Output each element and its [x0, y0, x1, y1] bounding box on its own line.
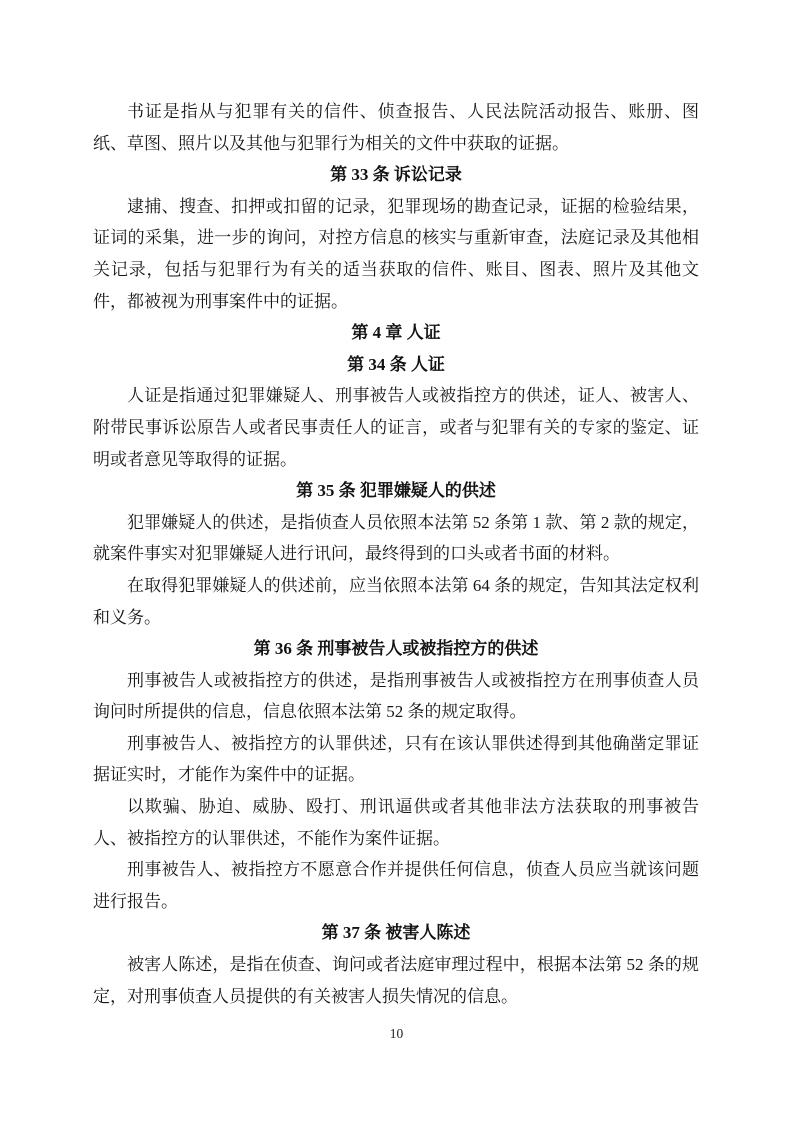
paragraph-victim-statement-definition: 被害人陈述，是指在侦查、询问或者法庭审理过程中，根据本法第 52 条的规定，对刑事侦查人员提供的有关被害人损失情况的信息。 — [93, 955, 699, 1006]
paragraph-documentary-evidence: 书证是指从与犯罪有关的信件、侦查报告、人民法院活动报告、账册、图纸、草图、照片以及其他与犯罪行为相关的文件中获取的证据。 — [93, 102, 699, 153]
article-33-heading: 第 33 条 诉讼记录 — [330, 165, 462, 185]
paragraph-defendant-statement-definition: 刑事被告人或被指控方的供述，是指刑事被告人或被指控方在刑事侦查人员询问时所提供的信息，信息依照本法第 52 条的规定取得。 — [93, 670, 699, 722]
article-37-heading: 第 37 条 被害人陈述 — [321, 923, 471, 943]
paragraph-testimonial-evidence: 人证是指通过犯罪嫌疑人、刑事被告人或被指控方的供述，证人、被害人、附带民事诉讼原告人或者民事责任人的证言，或者与犯罪有关的专家的鉴定、证明或者意见等取得的证据。 — [93, 386, 699, 469]
page-number: 10 — [389, 1026, 404, 1041]
paragraph-suspect-confession-definition: 犯罪嫌疑人的供述，是指侦查人员依照本法第 52 条第 1 款、第 2 款的规定，就案件事实对犯罪嫌疑人进行讯问，最终得到的口头或者书面的材料。 — [93, 512, 699, 564]
chapter-4-heading: 第 4 章 人证 — [351, 323, 441, 343]
paragraph-guilty-plea-corroboration: 刑事被告人、被指控方的认罪供述，只有在该认罪供述得到其他确凿定罪证据证实时，才能作为案件中的证据。 — [93, 733, 699, 785]
article-36-heading: 第 36 条 刑事被告人或被指控方的供述 — [253, 639, 539, 659]
paragraph-suspect-rights-notice: 在取得犯罪嫌疑人的供述前，应当依照本法第 64 条的规定，告知其法定权利和义务。 — [93, 575, 699, 627]
paragraph-illegal-methods-exclusion: 以欺骗、胁迫、威胁、殴打、刑讯逼供或者其他非法方法获取的刑事被告人、被指控方的认罪供述，不能作为案件证据。 — [93, 797, 699, 848]
document-body — [93, 96, 699, 1012]
article-34-heading: 第 34 条 人证 — [347, 354, 445, 374]
article-35-heading: 第 35 条 犯罪嫌疑人的供述 — [296, 481, 496, 501]
paragraph-noncooperation-report: 刑事被告人、被指控方不愿意合作并提供任何信息，侦查人员应当就该问题进行报告。 — [93, 860, 699, 911]
paragraph-litigation-records: 逮捕、搜查、扣押或扣留的记录，犯罪现场的勘查记录，证据的检验结果，证词的采集，进一步的询问，对控方信息的核实与重新审查，法庭记录及其他相关记录，包括与犯罪行为有关的适当获取的信件、账目、图表、照片及其他文件，都被视为刑事案件中的证据。 — [93, 196, 699, 311]
